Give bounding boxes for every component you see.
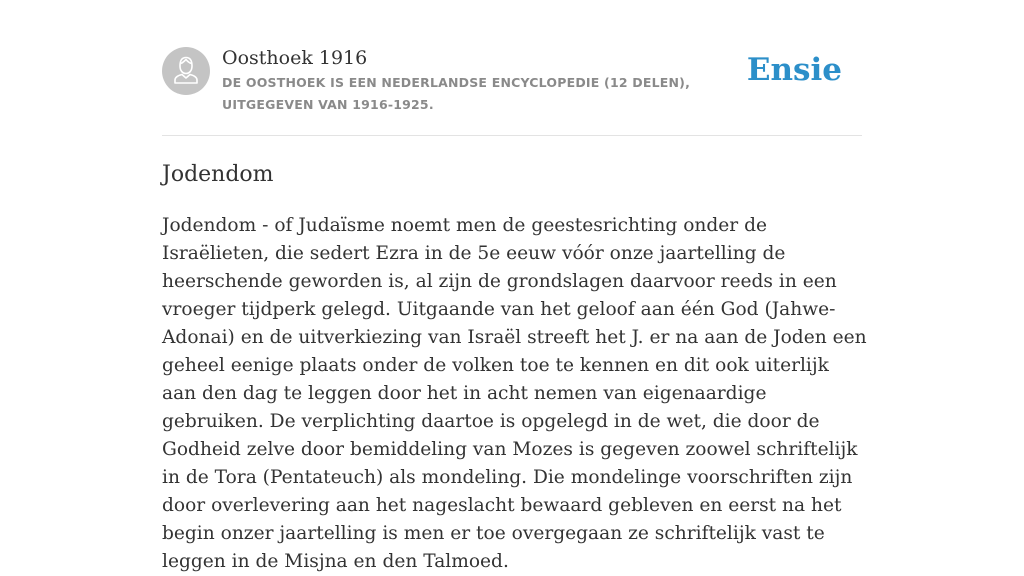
user-icon	[162, 47, 210, 95]
avatar[interactable]	[162, 47, 210, 95]
source-description: DE OOSTHOEK IS EEN NEDERLANDSE ENCYCLOPEDIE (12 DELEN), UITGEGEVEN VAN 1916-1925.	[222, 75, 691, 112]
ensie-logo[interactable]: Ensie	[746, 52, 842, 88]
article-title: Jodendom	[162, 162, 274, 187]
header-divider	[162, 135, 862, 136]
source-header	[162, 46, 862, 116]
source-title[interactable]: Oosthoek 1916	[222, 47, 368, 69]
article-body: Jodendom - of Judaïsme noemt men de geestesrichting onder de Israëlieten, die sedert Ezra in de 5e eeuw vóór onze jaartelling de heerschende geworden is, al zijn de grondslagen daarvoor reeds in een vroeger tijdperk gelegd. Uitgaande van het geloof aan één God (Jahwe-Adonai) en de uitverkiezing van Israël streeft het J. er na aan de Joden een geheel eenige plaats onder de volken toe te kennen en dit ook uiterlijk aan den dag te leggen door het in acht nemen van eigenaardige gebruiken. De verplichting daartoe is opgelegd in de wet, die door de Godheid zelve door bemiddeling van Mozes is gegeven zoowel schriftelijk in de Tora (Pentateuch) als mondeling. Die mondelinge voorschriften zijn door overlevering aan het nageslacht bewaard gebleven en eerst na het begin onzer jaartelling is men er toe overgegaan ze schriftelijk vast te leggen in de Misjna en den Talmoed.	[162, 215, 867, 572]
